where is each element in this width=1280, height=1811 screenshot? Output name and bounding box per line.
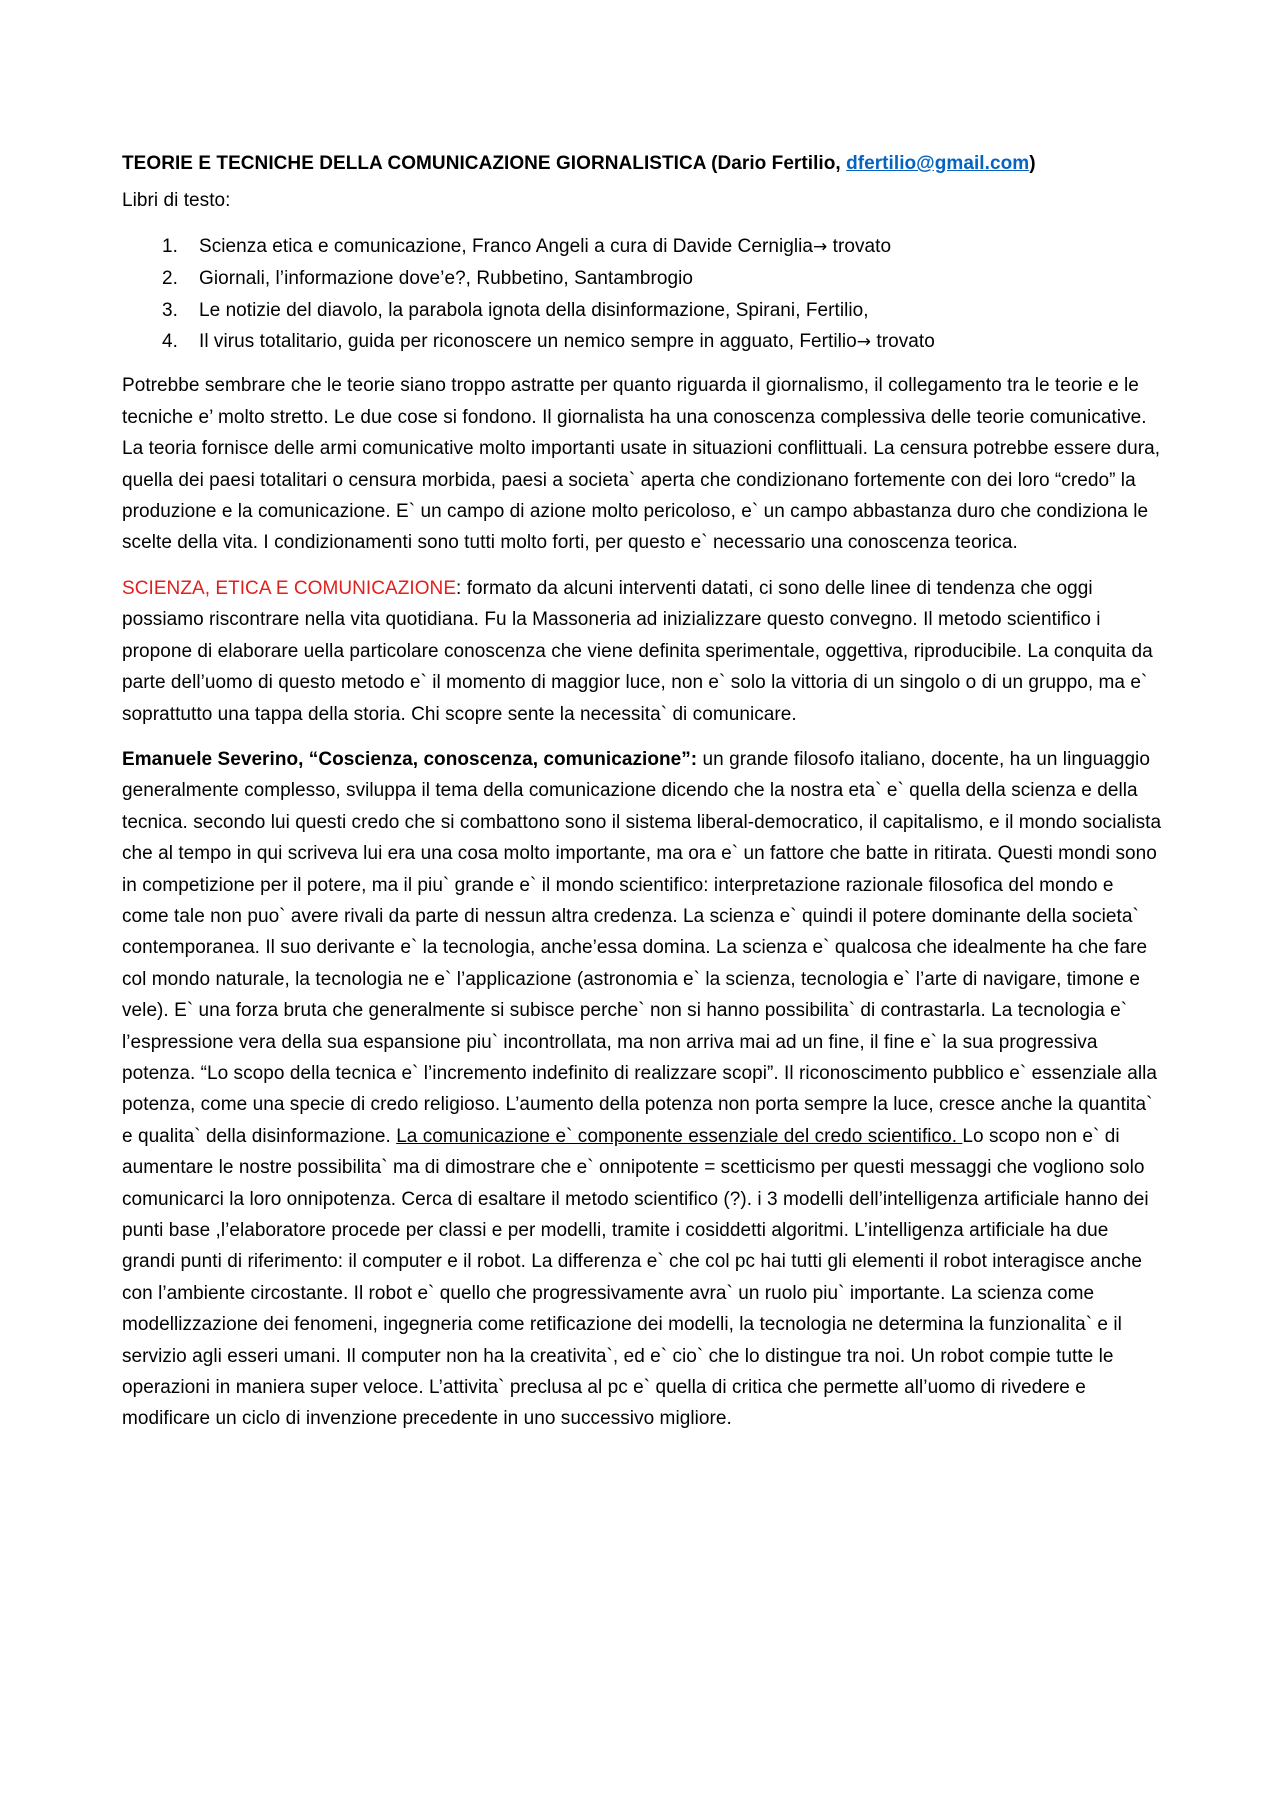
book-list — [122, 231, 1162, 359]
severino-text-after: Lo scopo non e` di aumentare le nostre possibilita` ma di dimostrare che e` onnipotente = scetticismo per questi messaggi che vogliono solo comunicarci la loro onnipotenza. Cerca di esaltare il metodo scientifico (?). i 3 modelli dell’intelligenza artificiale hanno dei punti base ,l’elaboratore procede per classi e per modelli, tramite i cosiddetti algoritmi. L’intelligenza artificiale ha due grandi punti di riferimento: il computer e il robot. La differenza e` che col pc hai tutti gli elementi il robot interagisce anche con l’ambiente circostante. Il robot e` quello che progressivamente avra` un ruolo piu` importante. La scienza come modellizzazione dei fenomeni, ingegneria come retificazione dei modelli, la tecnologia ne determina la funzionalita` e il servizio agli esseri umani. Il computer non ha la creativita`, ed e` cio` che lo distingue tra noi. Un robot compie tutte le operazioni in maniera super veloce. L’attivita` preclusa al pc e` quella di critica che permette all’uomo di rivedere e modificare un ciclo di invenzione precedente in uno successivo migliore. — [122, 1125, 1149, 1430]
book-title: Le notizie del diavolo, la parabola ignota della disinformazione, Spirani, Fertilio, — [199, 299, 869, 321]
list-number: 3. — [162, 299, 178, 321]
section-heading-scienza: SCIENZA, ETICA E COMUNICAZIONE — [122, 577, 457, 599]
title-suffix: ) — [1029, 153, 1036, 174]
list-item — [122, 263, 1162, 294]
document-title — [122, 148, 1162, 179]
list-item — [122, 295, 1162, 326]
book-title: Scienza etica e comunicazione, Franco Angeli a cura di Davide Cerniglia — [199, 235, 813, 257]
email-link[interactable]: dfertilio@gmail.com — [846, 153, 1030, 174]
severino-paragraph — [122, 744, 1162, 1435]
underlined-statement: La comunicazione e` componente essenziale del credo scientifico. — [396, 1125, 963, 1147]
scienza-paragraph — [122, 573, 1162, 730]
section-heading-severino: Emanuele Severino, “Coscienza, conoscenza, comunicazione”: — [122, 748, 698, 770]
list-item — [122, 231, 1162, 263]
title-text: TEORIE E TECNICHE DELLA COMUNICAZIONE GIORNALISTICA (Dario Fertilio, — [122, 153, 847, 174]
list-number: 4. — [162, 331, 178, 353]
book-title: Il virus totalitario, guida per riconoscere un nemico sempre in agguato, Fertilio — [199, 331, 857, 353]
list-item — [122, 326, 1162, 358]
books-label: Libri di testo: — [122, 190, 231, 212]
book-note: trovato — [871, 331, 935, 353]
list-number: 1. — [162, 235, 178, 257]
document-body — [122, 148, 1162, 1449]
list-number: 2. — [162, 268, 178, 290]
scienza-text: : formato da alcuni interventi datati, ci sono delle linee di tendenza che oggi possiamo riscontrare nella vita quotidiana. Fu la Massoneria ad inizializzare questo convegno. Il metodo scientifico i propone di elaborare uella particolare conoscenza che viene definita sperimentale, oggettiva, riproducibile. La conquita da parte dell’uomo di questo metodo e` il momento di maggior luce, non e` solo la vittoria di un singolo o di un gruppo, ma e` soprattutto una tappa della storia. Chi scopre sente la necessita` di comunicare. — [122, 577, 1153, 725]
arrow-right-icon: → — [856, 332, 872, 353]
book-note: trovato — [827, 235, 892, 257]
intro-paragraph: Potrebbe sembrare che le teorie siano troppo astratte per quanto riguarda il giornalismo, il collegamento tra le teorie e le tecniche e’ molto stretto. Le due cose si fondono. Il giornalista ha una conoscenza complessiva delle teorie comunicative. La teoria fornisce delle armi comunicative molto importanti usate in situazioni conflittuali. La censura potrebbe essere dura, quella dei paesi totalitari o censura morbida, paesi a societa` aperta che condizionano fortemente con dei loro “credo” la produzione e la comunicazione. E` un campo di azione molto pericoloso, e` un campo abbastanza duro che condiziona le scelte della vita. I condizionamenti sono tutti molto forti, per questo e` necessario una conoscenza teorica. — [122, 375, 1161, 554]
book-title: Giornali, l’informazione dove’e?, Rubbetino, Santambrogio — [199, 268, 693, 290]
arrow-right-icon: → — [813, 236, 828, 257]
severino-text-before: un grande filosofo italiano, docente, ha un linguaggio generalmente complesso, sviluppa il tema della comunicazione dicendo che la nostra eta` e` quella della scienza e della tecnica. secondo lui questi credo che si combattono sono il sistema liberal-democratico, il capitalismo, e il mondo socialista che al tempo in qui scriveva lui era una cosa molto importante, ma ora e` un fattore che batte in ritirata. Questi mondi sono in competizione per il potere, ma il piu` grande e` il mondo scientifico: interpretazione razionale filosofica del mondo e come tale non puo` avere rivali da parte di nessun altra credenza. La scienza e` quindi il potere dominante della societa` contemporanea. Il suo derivante e` la tecnologia, anche’essa domina. La scienza e` qualcosa che idealmente ha che fare col mondo naturale, la tecnologia ne e` l’applicazione (astronomia e` la scienza, tecnologia e` l’arte di navigare, timone e vele). E` una forza bruta che generalmente si subisce perche` non si hanno possibilita` di contrastarla. La tecnologia e` l’espressione vera della sua espansione piu` incontrollata, ma non arriva mai ad un fine, il fine e` la sua progressiva potenza. “Lo scopo della tecnica e` l’incremento indefinito di realizzare scopi”. Il riconoscimento pubblico e` essenziale alla potenza, come una specie di credo religioso. L’aumento della potenza non porta sempre la luce, cresce anche la quantita` e qualita` della disinformazione. — [122, 748, 1162, 1147]
